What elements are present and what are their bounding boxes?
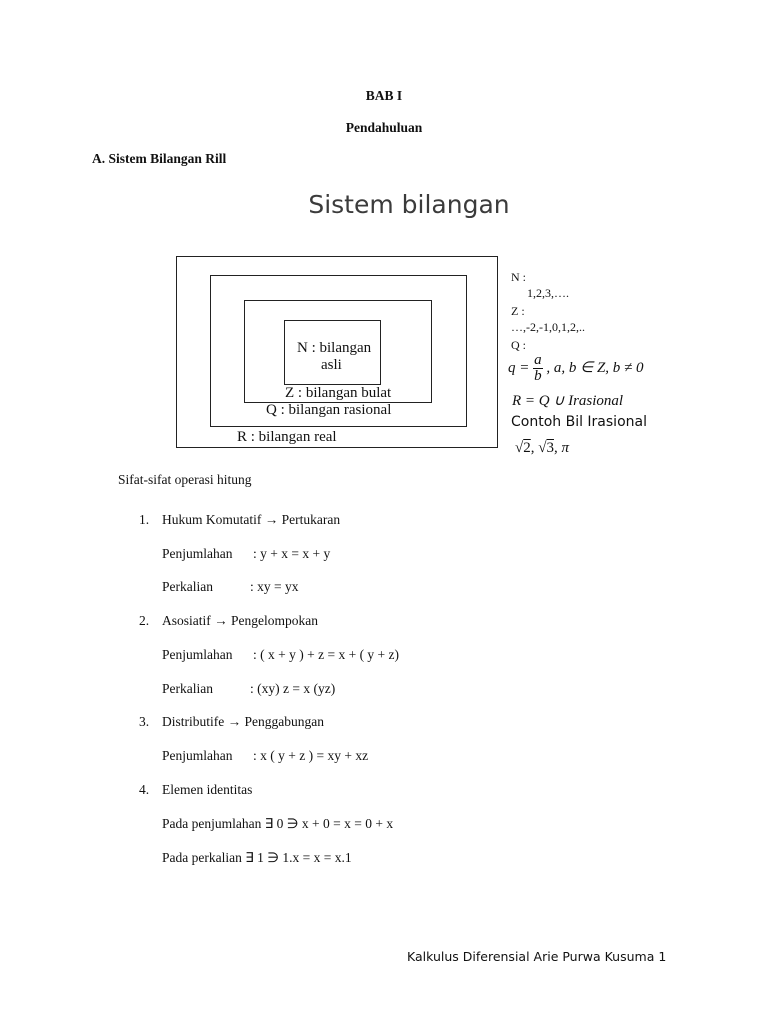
property-label: Perkalian xyxy=(162,681,213,696)
natural-label: N : bilangan xyxy=(297,340,372,356)
property-line xyxy=(162,748,368,764)
property-line xyxy=(162,546,330,562)
property-expr: : x ( y + z ) = xy + xz xyxy=(253,748,369,763)
item-title: Distributife → Penggabungan xyxy=(162,714,324,729)
pi-symbol: π xyxy=(561,440,569,456)
z-def-head: Z : xyxy=(511,304,525,318)
property-expr: : ( x + y ) + z = x + ( y + z) xyxy=(253,647,400,662)
chapter-subtitle: Pendahuluan xyxy=(345,120,423,135)
property-line xyxy=(162,647,399,663)
sqrt2-value: 2 xyxy=(523,440,531,456)
natural-label-2: asli xyxy=(321,357,342,373)
n-def-values: 1,2,3,…. xyxy=(527,286,569,300)
property-label: Penjumlahan xyxy=(162,748,233,763)
q-def-head: Q : xyxy=(511,338,526,352)
real-label: R : bilangan real xyxy=(237,429,337,445)
q-fraction-num: a xyxy=(534,352,542,368)
item-number: 1. xyxy=(139,512,150,527)
irrational-examples: √2, √3, π xyxy=(515,440,569,456)
property-line xyxy=(162,579,299,595)
q-fraction-den: b xyxy=(534,368,542,384)
property-expr: : (xy) z = x (yz) xyxy=(250,681,336,696)
integer-label: Z : bilangan bulat xyxy=(285,385,392,401)
operations-intro: Sifat-sifat operasi hitung xyxy=(118,472,252,487)
page-footer: Kalkulus Diferensial Arie Purwa Kusuma 1 xyxy=(407,949,667,964)
item-number: 2. xyxy=(139,613,150,628)
section-heading: A. Sistem Bilangan Rill xyxy=(92,151,227,166)
item-number: 4. xyxy=(139,782,150,797)
property-line xyxy=(162,681,335,697)
z-def-values: …,-2,-1,0,1,2,.. xyxy=(511,320,585,334)
sqrt-icon: √ xyxy=(538,440,547,456)
n-def-head: N : xyxy=(511,270,526,284)
item-title: Hukum Komutatif → Pertukaran xyxy=(162,512,341,527)
item-number: 3. xyxy=(139,714,150,729)
property-label: Penjumlahan xyxy=(162,546,233,561)
irrational-example-label: Contoh Bil Irasional xyxy=(511,414,647,430)
item-title: Elemen identitas xyxy=(162,782,253,797)
property-label: Penjumlahan xyxy=(162,647,233,662)
diagram-title: Sistem bilangan xyxy=(308,190,510,219)
r-definition: R = Q ∪ Irasional xyxy=(512,393,624,409)
q-formula xyxy=(508,353,644,384)
property-expr: : xy = yx xyxy=(250,579,299,594)
property-label: Perkalian xyxy=(162,579,213,594)
sqrt3-value: 3 xyxy=(546,440,554,456)
property-line: Pada penjumlahan ∃ 0 ∋ x + 0 = x = 0 + x xyxy=(162,816,394,831)
sqrt-icon: √ xyxy=(515,440,524,456)
rational-label: Q : bilangan rasional xyxy=(266,402,392,418)
property-expr: : y + x = x + y xyxy=(253,546,331,561)
q-fraction xyxy=(533,353,543,384)
item-title: Asosiatif → Pengelompokan xyxy=(162,613,318,628)
property-line: Pada perkalian ∃ 1 ∋ 1.x = x = x.1 xyxy=(162,850,352,865)
chapter-heading: BAB I xyxy=(365,88,403,103)
q-formula-rest: , a, b ∈ Z, b ≠ 0 xyxy=(546,359,644,376)
q-formula-lhs: q = xyxy=(508,359,530,376)
